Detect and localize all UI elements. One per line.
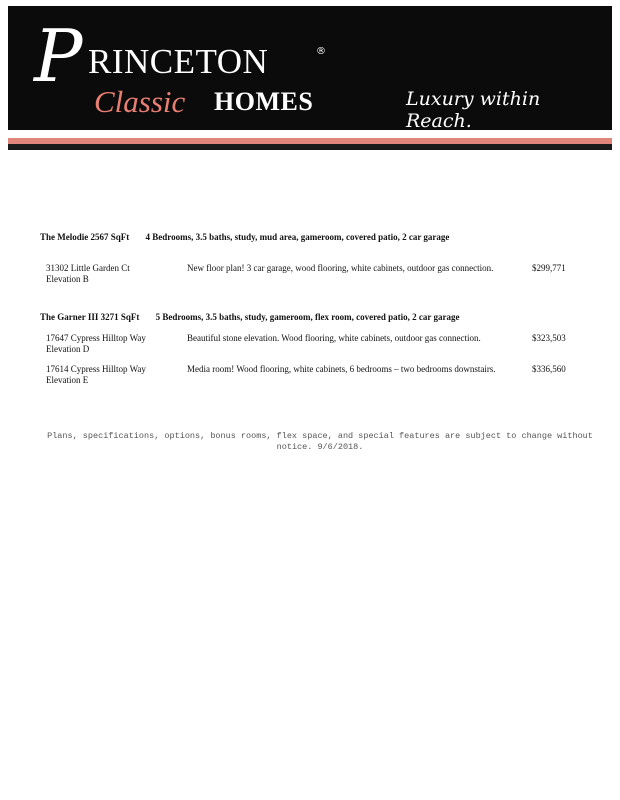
listing-price: $299,771 (532, 263, 566, 273)
elevation-line: Elevation D (46, 344, 90, 354)
listing-price: $323,503 (532, 333, 566, 343)
plan-name: The Melodie 2567 SqFt (40, 232, 130, 242)
logo-wordmark: RINCETON (88, 42, 269, 81)
logo-classic: Classic (94, 84, 186, 119)
listing-address (46, 263, 176, 285)
plan-name: The Garner III 3271 SqFt (40, 312, 140, 322)
address-line: 17647 Cypress Hilltop Way (46, 333, 146, 343)
address-line: 31302 Little Garden Ct (46, 263, 130, 273)
plan-features: 5 Bedrooms, 3.5 baths, study, gameroom, flex room, covered patio, 2 car garage (155, 312, 460, 322)
registered-mark: ® (316, 46, 326, 57)
plan-heading (40, 232, 449, 242)
address-line: 17614 Cypress Hilltop Way (46, 364, 146, 374)
listing-description: New floor plan! 3 car garage, wood flooring, white cabinets, outdoor gas connection. (187, 263, 494, 273)
plan-heading (40, 312, 459, 322)
listing-address (46, 333, 176, 355)
listing-description: Beautiful stone elevation. Wood flooring, white cabinets, outdoor gas connection. (187, 333, 481, 343)
tagline: Luxury within Reach. (406, 88, 541, 132)
elevation-line: Elevation E (46, 375, 89, 385)
divider-stripe (8, 144, 612, 150)
logo-initial: P (34, 14, 83, 98)
elevation-line: Elevation B (46, 274, 89, 284)
plan-features: 4 Bedrooms, 3.5 baths, study, mud area, gameroom, covered patio, 2 car garage (145, 232, 450, 242)
listing-price: $336,560 (532, 364, 566, 374)
logo-homes: HOMES (214, 87, 314, 116)
disclaimer: Plans, specifications, options, bonus rooms, flex space, and special features are subject to change without notice. 9/6/2018. (47, 431, 593, 452)
listing-description: Media room! Wood flooring, white cabinets, 6 bedrooms – two bedrooms downstairs. (187, 364, 496, 374)
header-banner (8, 6, 612, 130)
listing-address (46, 364, 176, 386)
